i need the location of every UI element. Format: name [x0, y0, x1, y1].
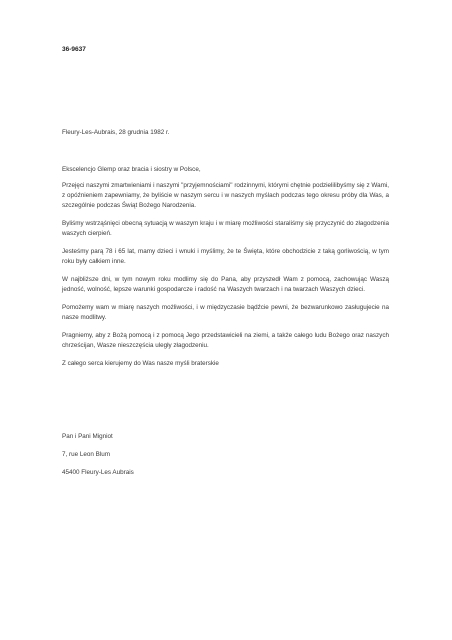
- letter-paragraph: Byliśmy wstrząśnięci obecną sytuacją w waszym kraju i w miarę możliwości staraliśmy się przyczynić do złagodzenia waszych cierpień.: [62, 220, 389, 237]
- document-reference-number: 36-9637: [62, 46, 86, 53]
- signature-name: Pan i Pani Migniot: [62, 433, 113, 440]
- letter-paragraph: Pomożemy wam w miarę naszych możliwości, i w międzyczasie bądźcie pewni, że bezwarunkowo zasługujecie na nasze modlitwy.: [62, 304, 389, 321]
- letter-paragraph: Przejęci naszymi zmartwieniami i naszymi "przyjemnościami" rodzinnymi, którymi chętnie podzielilibyśmy się z Wami, z opóźnieniem zapewniamy, że byliście w naszym sercu i w naszych myślach podczas tego okresu próby dla Was, a szczególnie podczas Świąt Bożego Narodzenia.: [62, 182, 389, 209]
- letter-paragraph: Jesteśmy parą 78 i 65 lat, mamy dzieci i wnuki i myślimy, że te Święta, które obchodzicie z taką gorliwością, w tym roku były całkiem inne.: [62, 248, 389, 265]
- letter-greeting: Ekscelencjo Glemp oraz bracia i siostry w Polsce,: [62, 166, 201, 173]
- letter-paragraph: Pragniemy, aby z Bożą pomocą i z pomocą Jego przedstawicieli na ziemi, a także całego ludu Bożego oraz naszych chrześcijan, Wasze nieszczęścia uległy złagodzeniu.: [62, 332, 389, 349]
- letter-body: [62, 181, 389, 369]
- letter-paragraph: W najbliższe dni, w tym nowym roku modlimy się do Pana, aby przyszedł Wam z pomocą, zachowując Waszą jedność, wolność, lepsze warunki gospodarcze i radość na Waszych twarzach i na twarzach Waszych dzieci.: [62, 276, 389, 293]
- signature-city: 45400 Fleury-Les Aubrais: [62, 469, 134, 476]
- letter-dateline: Fleury-Les-Aubrais, 28 grudnia 1982 r.: [62, 129, 170, 136]
- letter-closing: Z całego serca kierujemy do Was nasze myśli braterskie: [62, 360, 219, 367]
- signature-street: 7, rue Leon Blum: [62, 451, 110, 458]
